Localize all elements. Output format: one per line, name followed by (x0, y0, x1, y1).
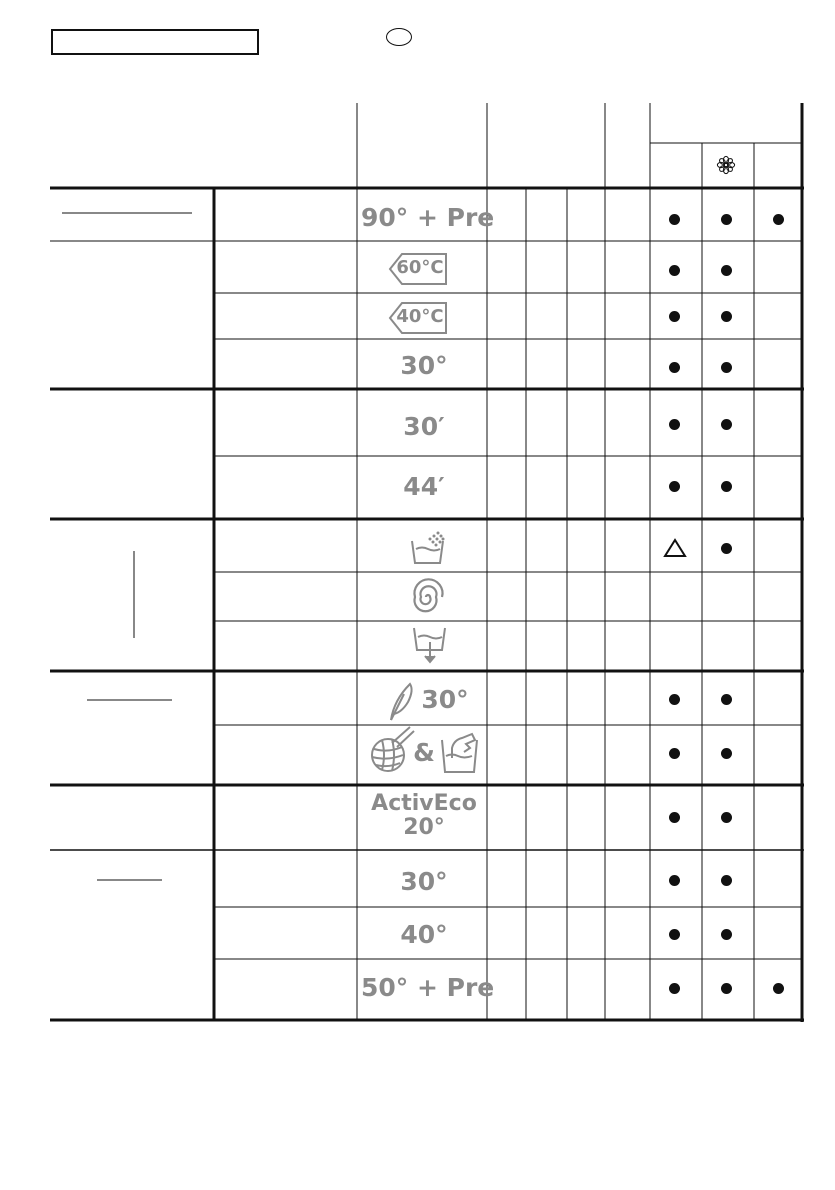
handwash-icon (442, 734, 477, 772)
dot-mark (669, 812, 680, 823)
program-label-activeco-temp: 20° (403, 815, 445, 840)
rinse-icon (412, 532, 445, 564)
dot-mark (721, 929, 732, 940)
dot-mark (721, 419, 732, 430)
program-label-30: 30° (400, 351, 448, 380)
program-label-30b: 30° (400, 867, 448, 896)
dot-mark (721, 481, 732, 492)
program-label-90-pre: 90° + Pre (361, 203, 495, 232)
program-label-ampersand: & (413, 738, 435, 767)
dot-mark (669, 362, 680, 373)
dot-mark (669, 311, 680, 322)
program-label-30-min: 30′ (403, 412, 445, 441)
flower-icon (717, 156, 734, 173)
program-label-60c: 60°C (396, 257, 444, 278)
program-label-40b: 40° (400, 920, 448, 949)
dot-mark (721, 214, 732, 225)
dot-mark (721, 875, 732, 886)
dot-mark (773, 214, 784, 225)
dot-mark (669, 265, 680, 276)
program-label-activeco: ActivEco (371, 791, 477, 816)
program-label-40c: 40°C (396, 306, 444, 327)
dot-mark (669, 929, 680, 940)
dot-mark (721, 694, 732, 705)
dot-mark (669, 694, 680, 705)
program-label-44-min: 44′ (403, 472, 445, 501)
dot-mark (721, 311, 732, 322)
dot-mark (721, 265, 732, 276)
feather-icon (391, 684, 412, 720)
dot-mark (669, 214, 680, 225)
dot-mark (721, 748, 732, 759)
dot-mark (669, 481, 680, 492)
dot-mark (721, 543, 732, 554)
dot-mark (669, 875, 680, 886)
program-label-feather-30: 30° (421, 685, 469, 714)
dot-mark (721, 362, 732, 373)
program-label-50-pre: 50° + Pre (361, 973, 495, 1002)
drain-icon (414, 628, 445, 662)
dot-mark (669, 419, 680, 430)
dot-mark (669, 748, 680, 759)
dot-mark (669, 983, 680, 994)
dot-mark (773, 983, 784, 994)
dot-mark (721, 812, 732, 823)
spin-icon (415, 579, 443, 611)
triangle-mark (665, 540, 685, 556)
dot-mark (721, 983, 732, 994)
